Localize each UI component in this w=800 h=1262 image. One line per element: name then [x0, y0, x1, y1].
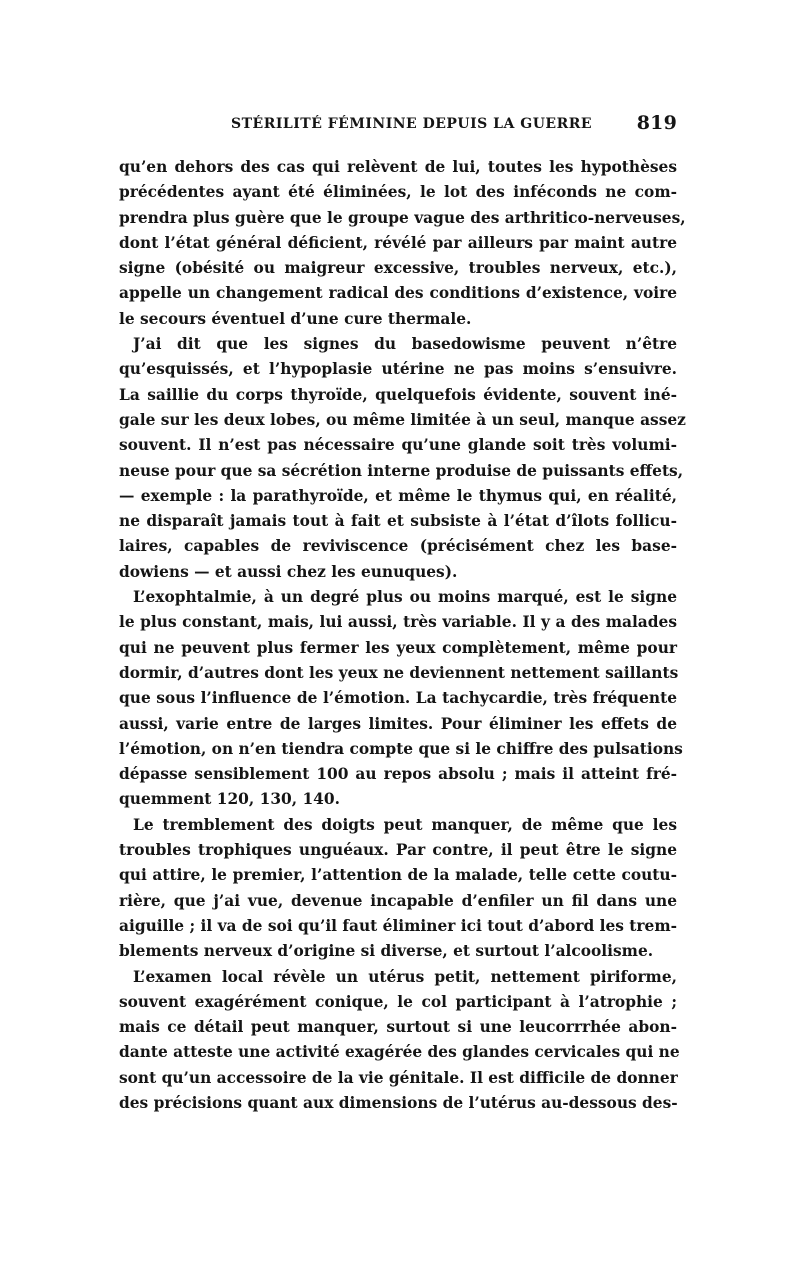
paragraph [119, 332, 686, 585]
paragraph [119, 155, 686, 332]
text-line: quemment 120, 130, 140. [119, 790, 340, 809]
text-line: signe (obésité ou maigreur excessive, troubles nerveux, etc.), [119, 259, 677, 278]
text-line: — exemple : la parathyroïde, et même le thymus qui, en réalité, [119, 486, 677, 505]
paragraph [119, 965, 680, 1117]
text-line: précédentes ayant été éliminées, le lot des inféconds ne com- [119, 183, 677, 202]
book-page [119, 112, 686, 1116]
text-line: gale sur les deux lobes, ou même limitée à un seul, manque assez [119, 410, 686, 429]
text-line: aiguille ; il va de soi qu’il faut éliminer ici tout d’abord les trem- [119, 916, 677, 935]
text-line: ne disparaît jamais tout à fait et subsiste à l’état d’îlots follicu- [119, 512, 677, 531]
paragraph [119, 585, 683, 813]
paragraph [119, 813, 677, 965]
running-title: STÉRILITÉ FÉMININE DEPUIS LA GUERRE [231, 116, 593, 132]
text-line: dante atteste une activité exagérée des glandes cervicales qui ne [119, 1043, 680, 1062]
text-line: souvent. Il n’est pas nécessaire qu’une glande soit très volumi- [119, 436, 677, 455]
text-line: troubles trophiques unguéaux. Par contre, il peut être le signe [119, 841, 677, 860]
text-line: prendra plus guère que le groupe vague des arthritico-nerveuses, [119, 208, 686, 227]
text-line: le plus constant, mais, lui aussi, très variable. Il y a des malades [119, 613, 677, 632]
text-line: mais ce détail peut manquer, surtout si une leucorrrhée abon- [119, 1018, 677, 1037]
page-number: 819 [636, 112, 677, 134]
text-line: dont l’état général déficient, révélé par ailleurs par maint autre [119, 233, 677, 252]
text-line: le secours éventuel d’une cure thermale. [119, 309, 472, 328]
text-line: La saillie du corps thyroïde, quelquefois évidente, souvent iné- [119, 385, 677, 404]
text-line: qui ne peuvent plus fermer les yeux complètement, même pour [119, 638, 677, 657]
text-line: J’ai dit que les signes du basedowisme peuvent n’être [133, 335, 677, 354]
text-line: que sous l’influence de l’émotion. La tachycardie, très fréquente [119, 689, 677, 708]
text-line: appelle un changement radical des conditions d’existence, voire [119, 284, 677, 303]
text-line: des précisions quant aux dimensions de l’utérus au-dessous des- [119, 1093, 678, 1112]
text-line: qu’esquissés, et l’hypoplasie utérine ne pas moins s’ensuivre. [119, 360, 677, 379]
text-line: dowiens — et aussi chez les eunuques). [119, 562, 458, 581]
text-line: Le tremblement des doigts peut manquer, de même que les [133, 815, 677, 834]
text-line: aussi, varie entre de larges limites. Pour éliminer les effets de [119, 714, 677, 733]
text-line: laires, capables de reviviscence (précisément chez les base- [119, 537, 677, 556]
text-line: sont qu’un accessoire de la vie génitale. Il est difficile de donner [119, 1068, 678, 1087]
running-head [119, 112, 677, 142]
text-line: rière, que j’ai vue, devenue incapable d’enfiler un fil dans une [119, 891, 677, 910]
text-line: souvent exagérément conique, le col participant à l’atrophie ; [119, 992, 677, 1011]
text-line: qui attire, le premier, l’attention de la malade, telle cette coutu- [119, 866, 677, 885]
text-line: dormir, d’autres dont les yeux ne deviennent nettement saillants [119, 663, 679, 682]
text-line: qu’en dehors des cas qui relèvent de lui, toutes les hypothèses [119, 158, 677, 176]
text-line: L’exophtalmie, à un degré plus ou moins marqué, est le signe [133, 588, 677, 607]
text-line: l’émotion, on n’en tiendra compte que si le chiffre des pulsations [119, 739, 683, 758]
text-line: neuse pour que sa sécrétion interne produise de puissants effets, [119, 461, 684, 480]
text-line: L’examen local révèle un utérus petit, nettement piriforme, [133, 967, 677, 986]
text-line: dépasse sensiblement 100 au repos absolu ; mais il atteint fré- [119, 765, 677, 784]
body-text [119, 155, 686, 1116]
text-line: blements nerveux d’origine si diverse, et surtout l’alcoolisme. [119, 942, 654, 961]
